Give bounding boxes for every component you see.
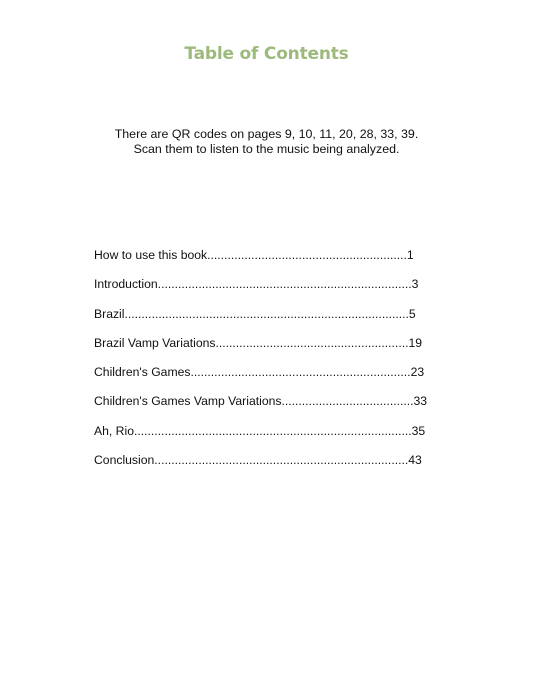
qr-note-line-1: There are QR codes on pages 9, 10, 11, 20, 28, 33, 39. <box>114 127 419 141</box>
toc-entry: Brazil Vamp Variations.........................................................19 <box>94 335 423 350</box>
qr-note-line-2: Scan them to listen to the music being analyzed. <box>133 142 400 156</box>
table-of-contents-list <box>94 248 434 482</box>
qr-code-note <box>0 127 533 157</box>
toc-entry: Children's Games Vamp Variations.......................................33 <box>94 394 428 409</box>
toc-entry: Children's Games.................................................................23 <box>94 365 425 380</box>
toc-entry: Introduction...........................................................................3 <box>94 277 419 292</box>
toc-entry: Brazil....................................................................................5 <box>94 306 416 321</box>
toc-entry: Conclusion...........................................................................43 <box>94 453 422 468</box>
toc-entry: Ah, Rio..................................................................................35 <box>94 423 426 438</box>
toc-entry: How to use this book...........................................................1 <box>94 248 414 262</box>
page-title: Table of Contents <box>184 44 349 64</box>
